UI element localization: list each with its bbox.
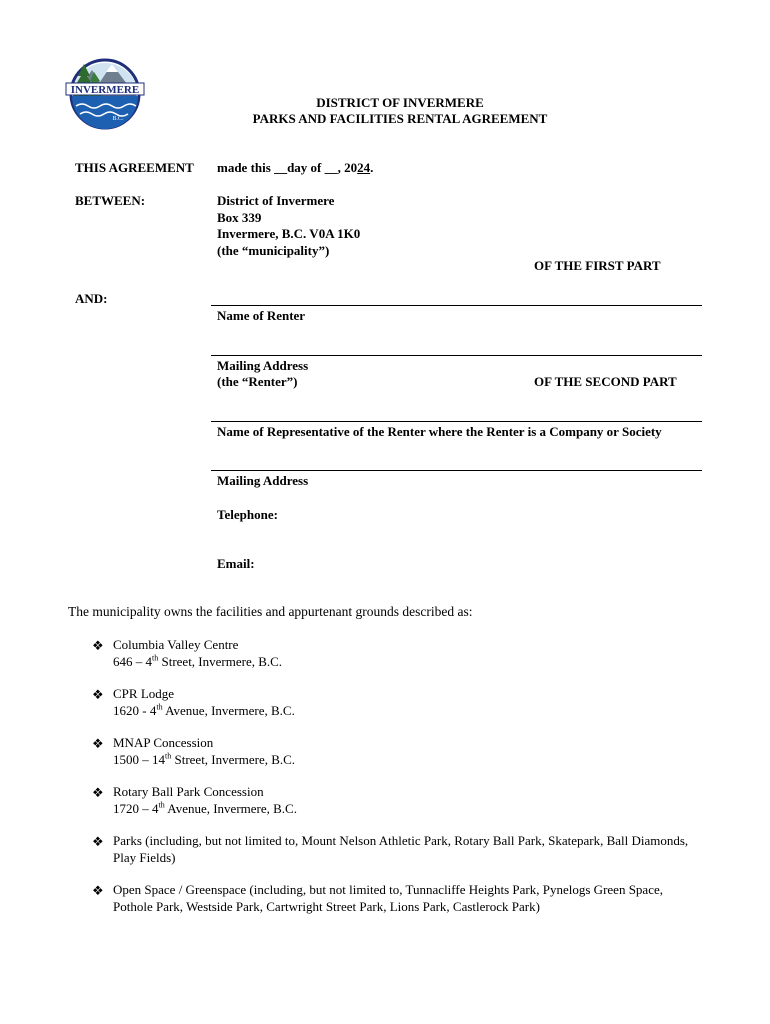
- year-prefix: , 20: [337, 160, 358, 175]
- facility-item: [113, 784, 297, 817]
- agreement-date-line: [217, 160, 373, 177]
- representative-line[interactable]: [211, 421, 702, 422]
- telephone-label: Telephone:: [217, 507, 278, 522]
- bullet-icon: ❖: [92, 687, 104, 702]
- first-party-line: (the “municipality”): [217, 242, 330, 258]
- parks-line-1: Parks (including, but not limited to, Mount Nelson Athletic Park, Rotary Ball Park, Skatepark, Ball Diamonds,: [113, 833, 689, 848]
- first-party-line: Invermere, B.C. V0A 1K0: [217, 226, 361, 241]
- mailing-address-label: Mailing Address: [217, 358, 309, 373]
- facility-name: MNAP Concession: [113, 735, 214, 750]
- facilities-intro: The municipality owns the facilities and appurtenant grounds described as:: [68, 604, 473, 619]
- name-of-renter-label: Name of Renter: [217, 308, 306, 323]
- bullet-icon: ❖: [92, 785, 104, 800]
- open-space-line-2: Pothole Park, Westside Park, Cartwright Street Park, Lions Park, Castlerock Park): [113, 898, 540, 914]
- renter-name-line[interactable]: [211, 305, 702, 306]
- facility-item: [113, 735, 295, 768]
- title-line-2: PARKS AND FACILITIES RENTAL AGREEMENT: [252, 111, 548, 126]
- title-line-1: DISTRICT OF INVERMERE: [316, 95, 484, 110]
- first-part-label: OF THE FIRST PART: [534, 258, 661, 273]
- mailing-address-label-2: Mailing Address: [217, 473, 309, 488]
- period: .: [370, 160, 374, 175]
- parks-line-2: Play Fields): [113, 849, 176, 865]
- year-suffix: 24: [357, 160, 371, 175]
- open-space-line-1: Open Space / Greenspace (including, but not limited to, Tunnacliffe Heights Park, Pynelogs Green Space,: [113, 882, 663, 897]
- second-part-label: OF THE SECOND PART: [534, 374, 677, 389]
- facility-address: 1500 – 14th Street, Invermere, B.C.: [113, 751, 296, 767]
- renter-address-line[interactable]: [211, 355, 702, 356]
- bullet-icon: ❖: [92, 736, 104, 751]
- day-of-text: day of: [287, 160, 322, 175]
- this-agreement-label: THIS AGREEMENT: [75, 160, 194, 175]
- made-this-text: made this: [217, 160, 271, 175]
- facility-name: CPR Lodge: [113, 686, 175, 701]
- first-party-block: [217, 193, 360, 259]
- bullet-icon: ❖: [92, 638, 104, 653]
- first-party-line: Box 339: [217, 209, 262, 225]
- the-renter-label: (the “Renter”): [217, 374, 298, 389]
- facility-address: 1720 – 4th Avenue, Invermere, B.C.: [113, 800, 297, 816]
- email-label: Email:: [217, 556, 255, 571]
- facility-item: [113, 637, 282, 670]
- logo-text: INVERMERE: [70, 84, 140, 96]
- open-space-item: [113, 882, 663, 915]
- bullet-icon: ❖: [92, 883, 104, 898]
- representative-label: Name of Representative of the Renter where the Renter is a Company or Society: [217, 424, 662, 439]
- between-label: BETWEEN:: [75, 193, 146, 208]
- facility-address: 646 – 4th Street, Invermere, B.C.: [113, 653, 283, 669]
- day-blank: __: [274, 160, 288, 175]
- first-party-line: District of Invermere: [217, 193, 335, 208]
- facility-name: Columbia Valley Centre: [113, 637, 239, 652]
- facility-item: [113, 686, 295, 719]
- facility-name: Rotary Ball Park Concession: [113, 784, 264, 799]
- parks-item: [113, 833, 688, 866]
- rep-address-line[interactable]: [211, 470, 702, 471]
- bullet-icon: ❖: [92, 834, 104, 849]
- facility-address: 1620 - 4th Avenue, Invermere, B.C.: [113, 702, 295, 718]
- logo-subtext: B.C.: [112, 116, 124, 122]
- and-label: AND:: [75, 291, 108, 306]
- month-blank: __: [324, 160, 338, 175]
